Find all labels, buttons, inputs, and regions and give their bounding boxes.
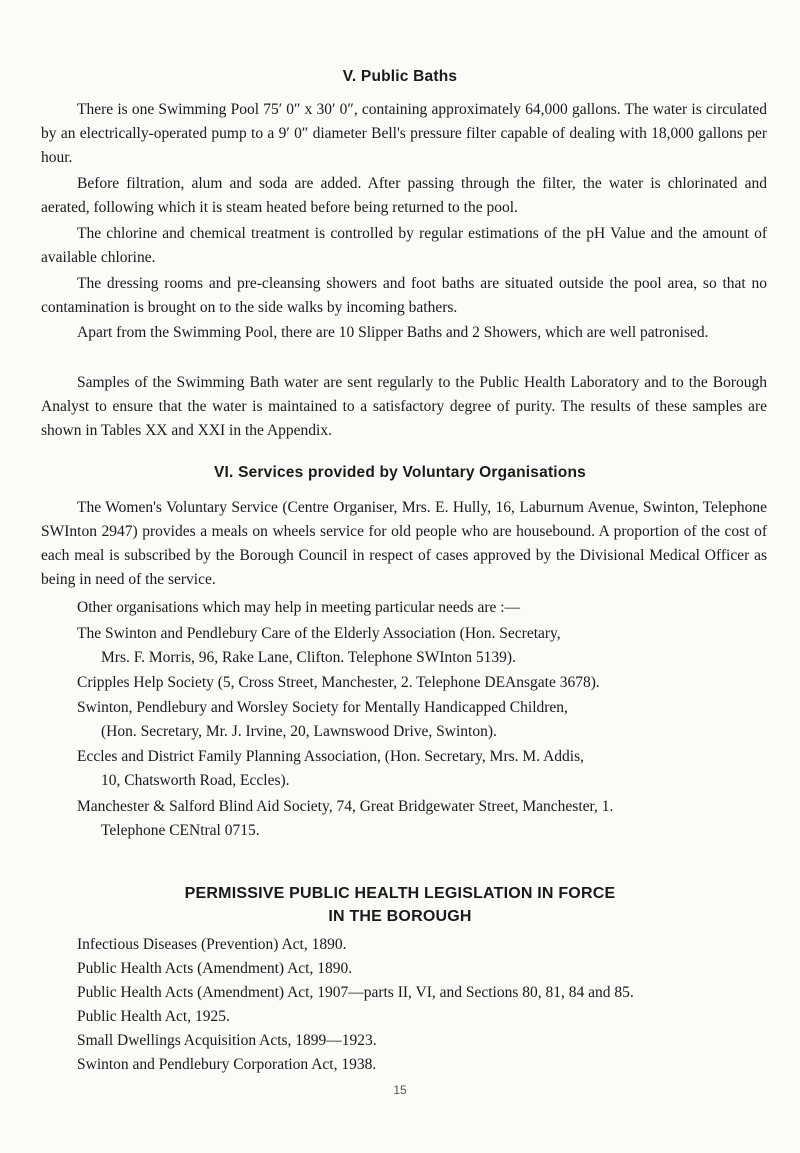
act-item: Public Health Act, 1925. (77, 1008, 230, 1025)
legislation-list (77, 933, 777, 1077)
baths-paragraph-3: The chlorine and chemical treatment is controlled by regular estimations of the pH Value and the amount of available chlorine. (41, 225, 767, 266)
section-heading-voluntary-organisations: VI. Services provided by Voluntary Organisations (214, 464, 586, 481)
act-item: Public Health Acts (Amendment) Act, 1890. (77, 960, 353, 977)
baths-paragraph-4: The dressing rooms and pre-cleansing showers and foot baths are situated outside the pool area, so that no contamination is brought on to the side walks by incoming bathers. (41, 275, 767, 316)
act-item: Swinton and Pendlebury Corporation Act, 1938. (77, 1056, 377, 1073)
organisation-entry: Eccles and District Family Planning Association, (Hon. Secretary, Mrs. M. Addis, 10, Chatsworth Road, Eccles). (77, 748, 584, 789)
section-heading-public-baths: V. Public Baths (342, 68, 458, 85)
organisation-entry: Swinton, Pendlebury and Worsley Society for Mentally Handicapped Children, (Hon. Secretary, Mr. J. Irvine, 20, Lawnswood Drive, Swinton). (77, 699, 568, 740)
organisation-entry: Cripples Help Society (5, Cross Street, Manchester, 2. Telephone DEAnsgate 3678). (77, 674, 600, 691)
legislation-heading: PERMISSIVE PUBLIC HEALTH LEGISLATION IN FORCE IN THE BOROUGH (184, 885, 616, 925)
baths-paragraph-6: Samples of the Swimming Bath water are sent regularly to the Public Health Laboratory and to the Borough Analyst to ensure that the water is maintained to a satisfactory degree of purity. The results of these samples are shown in Tables XX and XXI in the Appendix. (41, 374, 767, 439)
act-item: Small Dwellings Acquisition Acts, 1899—1923. (77, 1032, 377, 1049)
act-item: Infectious Diseases (Prevention) Act, 1890. (77, 936, 347, 953)
organisation-entry: Manchester & Salford Blind Aid Society, 74, Great Bridgewater Street, Manchester, 1. Telephone CENtral 0715. (77, 798, 614, 839)
baths-paragraph-2: Before filtration, alum and soda are added. After passing through the filter, the water is chlorinated and aerated, following which it is steam heated before being returned to the pool. (41, 175, 767, 216)
baths-paragraph-1: There is one Swimming Pool 75′ 0″ x 30′ 0″, containing approximately 64,000 gallons. The water is circulated by an electrically-operated pump to a 9′ 0″ diameter Bell's pressure filter capable of dealing with 18,000 gallons per hour. (41, 101, 767, 166)
wvs-paragraph: The Women's Voluntary Service (Centre Organiser, Mrs. E. Hully, 16, Laburnum Avenue, Swinton, Telephone SWInton 2947) provides a meals on wheels service for old people who are housebound. A proportion of the cost of each meal is subscribed by the Borough Council in respect of cases approved by the Divisional Medical Officer as being in need of the service. (41, 499, 767, 588)
other-organisations-intro: Other organisations which may help in meeting particular needs are :— (77, 599, 521, 616)
page-number: 15 (393, 1083, 407, 1097)
act-item: Public Health Acts (Amendment) Act, 1907—parts II, VI, and Sections 80, 81, 84 and 85. (77, 984, 634, 1001)
baths-paragraph-5: Apart from the Swimming Pool, there are 10 Slipper Baths and 2 Showers, which are well patronised. (77, 324, 709, 341)
organisation-entry: The Swinton and Pendlebury Care of the Elderly Association (Hon. Secretary, Mrs. F. Morris, 96, Rake Lane, Clifton. Telephone SWInton 5139). (77, 625, 561, 666)
